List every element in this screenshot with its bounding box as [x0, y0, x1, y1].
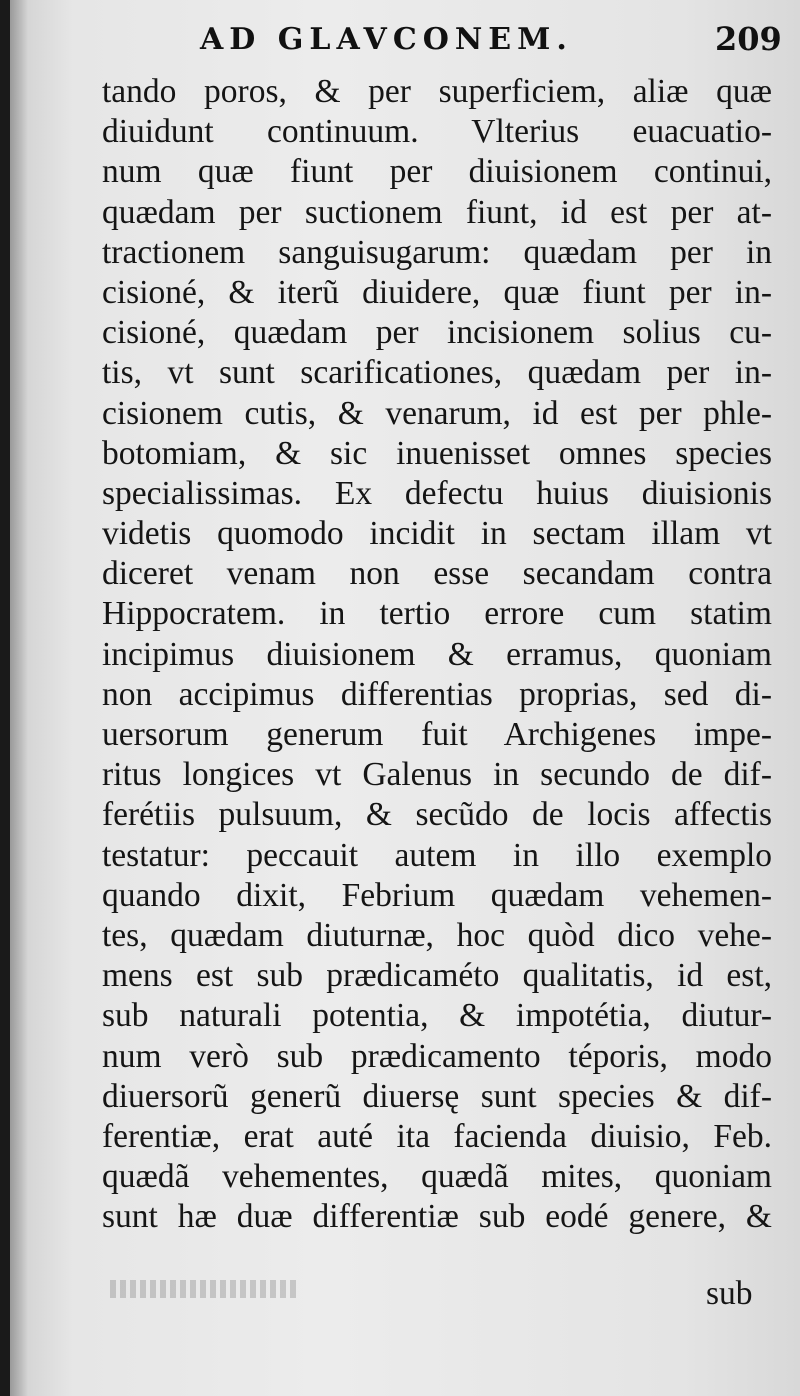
text-line: num verò sub prædicamento téporis, modo	[102, 1037, 772, 1075]
text-line: quædã vehementes, quædã mites, quoniam	[102, 1158, 772, 1196]
text-line: sunt hæ duæ differentiæ sub eodé genere, &	[102, 1198, 772, 1236]
text-line: diuidunt continuum. Vlterius euacuatio-	[102, 113, 772, 151]
text-line: incipimus diuisionem & erramus, quoniam	[102, 635, 772, 673]
text-line: tractionem sanguisugarum: quædam per in	[102, 233, 772, 271]
text-line: specialissimas. Ex defectu huius diuisionis	[102, 474, 772, 512]
text-line: tis, vt sunt scarificationes, quædam per in-	[102, 354, 772, 392]
text-line: ferentiæ, erat auté ita facienda diuisio, Feb.	[102, 1117, 772, 1155]
catchword: sub	[706, 1275, 753, 1312]
text-line: botomiam, & sic inuenisset omnes species	[102, 434, 772, 472]
show-through-ink	[110, 1280, 300, 1298]
text-line: videtis quomodo incidit in sectam illam vt	[102, 515, 772, 553]
text-line: quædam per suctionem fiunt, id est per at-	[102, 193, 772, 231]
body-text	[102, 72, 772, 1237]
text-line: ritus longices vt Galenus in secundo de dif-	[102, 756, 772, 794]
text-line: diceret venam non esse secandam contra	[102, 555, 772, 593]
text-line: ferétiis pulsuum, & secũdo de locis affectis	[102, 796, 772, 834]
text-line: cisioné, quædam per incisionem solius cu-	[102, 314, 772, 352]
text-line: cisionem cutis, & venarum, id est per phle-	[102, 394, 772, 432]
book-page	[10, 0, 800, 1396]
text-line: tes, quædam diuturnæ, hoc quòd dico vehe-	[102, 916, 772, 954]
page-gutter-shadow	[10, 0, 28, 1396]
text-line: Hippocratem. in tertio errore cum statim	[102, 595, 772, 633]
text-line: tando poros, & per superficiem, aliæ quæ	[102, 73, 772, 110]
text-line: num quæ fiunt per diuisionem continui,	[102, 153, 772, 191]
running-title: AD GLAVCONEM.	[200, 22, 573, 57]
text-line: quando dixit, Febrium quædam vehemen-	[102, 876, 772, 914]
page-number: 209	[715, 20, 782, 58]
text-line: cisioné, & iterũ diuidere, quæ fiunt per in-	[102, 273, 772, 311]
text-line: mens est sub prædicaméto qualitatis, id est,	[102, 957, 772, 995]
text-line: testatur: peccauit autem in illo exemplo	[102, 836, 772, 874]
text-line: sub naturali potentia, & impotétia, diutur-	[102, 997, 772, 1035]
text-line: diuersorũ generũ diuersę sunt species & dif-	[102, 1077, 772, 1115]
text-line: non accipimus differentias proprias, sed di-	[102, 675, 772, 713]
text-line: uersorum generum fuit Archigenes impe-	[102, 716, 772, 753]
